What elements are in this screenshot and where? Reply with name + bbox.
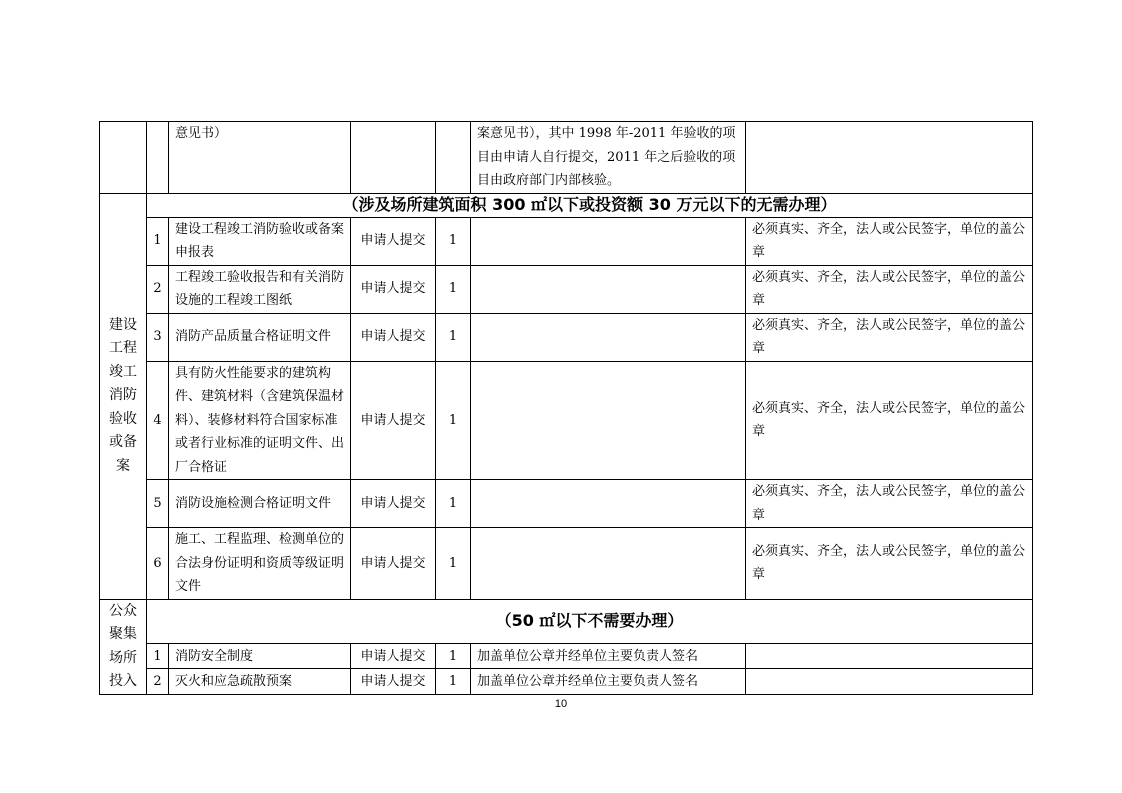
source-cell: 申请人提交: [351, 313, 436, 361]
table-row: [100, 265, 1033, 313]
note-cell: [471, 265, 746, 313]
requirement-cell: [746, 644, 1033, 669]
table-row: [100, 528, 1033, 600]
count-cell: 1: [436, 480, 471, 528]
source-cell: 申请人提交: [351, 265, 436, 313]
requirement-cell: 必须真实、齐全，法人或公民签字，单位的盖公章: [746, 361, 1033, 480]
row-number: 1: [147, 644, 169, 669]
count-cell: 1: [436, 528, 471, 600]
count-cell: 1: [436, 217, 471, 265]
row-number: 3: [147, 313, 169, 361]
table-row: [100, 669, 1033, 694]
requirement-cell: 必须真实、齐全，法人或公民签字，单位的盖公章: [746, 528, 1033, 600]
source-cell: 申请人提交: [351, 361, 436, 480]
note-cell: [471, 528, 746, 600]
source-cell: 申请人提交: [351, 669, 436, 694]
section-banner-row: [100, 193, 1033, 217]
section-banner: （涉及场所建筑面积 300 ㎡以下或投资额 30 万元以下的无需办理）: [147, 193, 1033, 217]
row-number: 1: [147, 217, 169, 265]
source-cell: 申请人提交: [351, 217, 436, 265]
note-cell: 加盖单位公章并经单位主要负责人签名: [471, 644, 746, 669]
row-number: 4: [147, 361, 169, 480]
page-number: 10: [554, 698, 568, 710]
row-number: 2: [147, 265, 169, 313]
note-cell: [471, 313, 746, 361]
source-cell: 申请人提交: [351, 644, 436, 669]
table-row: [100, 122, 1033, 194]
note-cell: 案意见书），其中 1998 年-2011 年验收的项目由申请人自行提交，2011 年之后验收的项目由政府部门内部核验。: [471, 122, 746, 194]
item-cell: 建设工程竣工消防验收或备案申报表: [169, 217, 351, 265]
requirement-cell: [746, 669, 1033, 694]
table-row: [100, 313, 1033, 361]
table-row: [100, 480, 1033, 528]
requirement-cell: 必须真实、齐全，法人或公民签字，单位的盖公章: [746, 313, 1033, 361]
item-cell: 具有防火性能要求的建筑构件、建筑材料（含建筑保温材料）、装修材料符合国家标准或者行业标准的证明文件、出厂合格证: [169, 361, 351, 480]
note-cell: 加盖单位公章并经单位主要负责人签名: [471, 669, 746, 694]
requirement-cell: [746, 122, 1033, 194]
requirement-cell: 必须真实、齐全，法人或公民签字，单位的盖公章: [746, 265, 1033, 313]
number-cell: [147, 122, 169, 194]
materials-table: [99, 121, 1033, 695]
count-cell: 1: [436, 361, 471, 480]
category-label: 公众聚集场所投入: [100, 599, 147, 694]
table-row: [100, 217, 1033, 265]
requirement-cell: 必须真实、齐全，法人或公民签字，单位的盖公章: [746, 217, 1033, 265]
row-number: 5: [147, 480, 169, 528]
note-cell: [471, 361, 746, 480]
source-cell: [351, 122, 436, 194]
row-number: 2: [147, 669, 169, 694]
item-cell: 消防产品质量合格证明文件: [169, 313, 351, 361]
count-cell: 1: [436, 669, 471, 694]
item-cell: 施工、工程监理、检测单位的合法身份证明和资质等级证明文件: [169, 528, 351, 600]
item-cell: 工程竣工验收报告和有关消防设施的工程竣工图纸: [169, 265, 351, 313]
row-number: 6: [147, 528, 169, 600]
item-cell: 灭火和应急疏散预案: [169, 669, 351, 694]
item-cell: 消防安全制度: [169, 644, 351, 669]
item-cell: 消防设施检测合格证明文件: [169, 480, 351, 528]
count-cell: 1: [436, 313, 471, 361]
category-cell: [100, 122, 147, 194]
section-banner: （50 ㎡以下不需要办理）: [147, 599, 1033, 644]
item-cell: 意见书）: [169, 122, 351, 194]
count-cell: 1: [436, 265, 471, 313]
section-banner-row: [100, 599, 1033, 644]
count-cell: [436, 122, 471, 194]
category-label: 建设工程竣工消防验收或备案: [100, 193, 147, 599]
table-row: [100, 644, 1033, 669]
table-row: [100, 361, 1033, 480]
requirement-cell: 必须真实、齐全，法人或公民签字，单位的盖公章: [746, 480, 1033, 528]
note-cell: [471, 217, 746, 265]
note-cell: [471, 480, 746, 528]
count-cell: 1: [436, 644, 471, 669]
source-cell: 申请人提交: [351, 480, 436, 528]
source-cell: 申请人提交: [351, 528, 436, 600]
